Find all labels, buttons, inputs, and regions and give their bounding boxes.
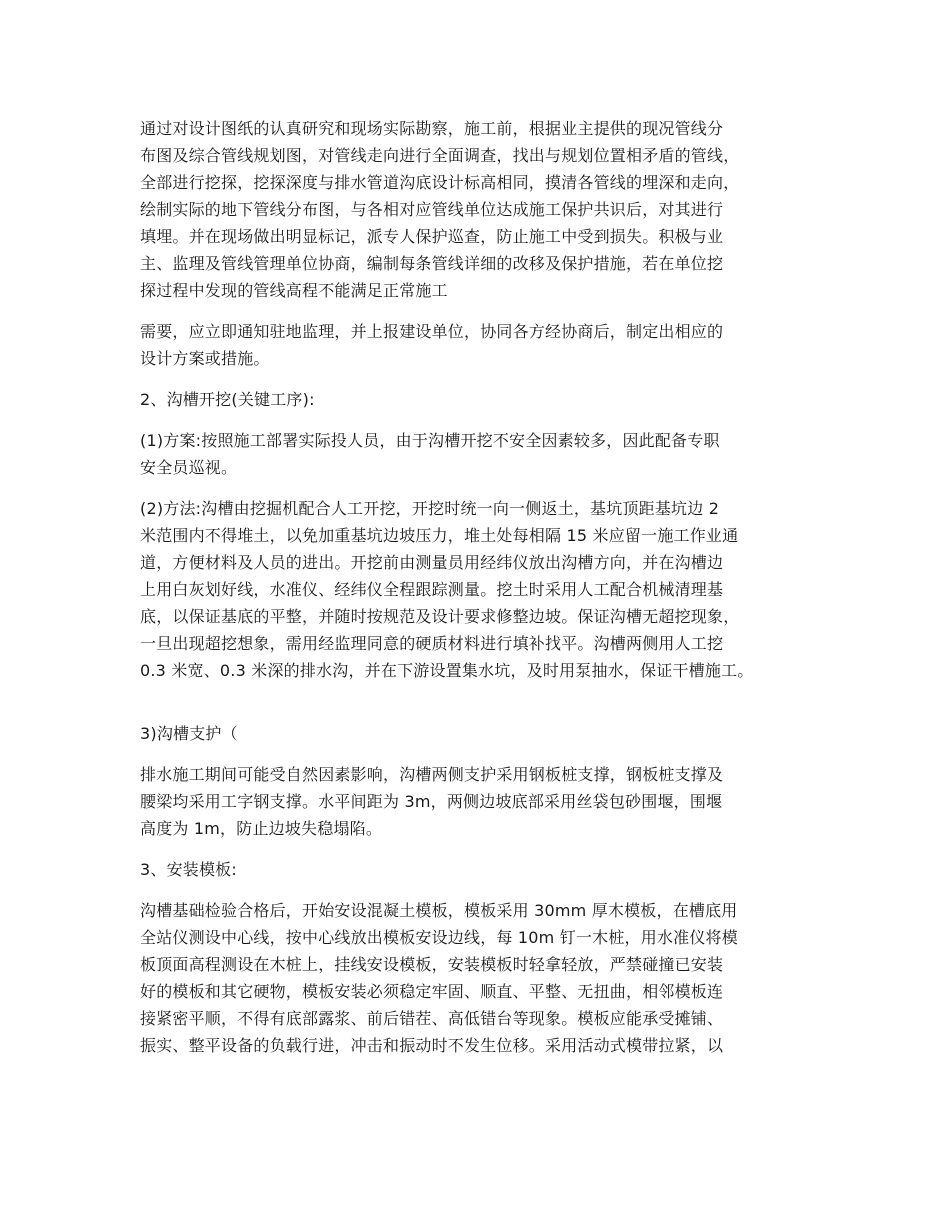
heading-trench-support: 3)沟槽支护（ — [140, 724, 238, 743]
heading-install-formwork: 3、安装模板: — [140, 860, 237, 879]
paragraph-trench-support: 排水施工期间可能受自然因素影响，沟槽两侧支护采用钢板桩支撑，钢板桩支撑及 腰梁均采用工字钢支撑。水平间距为 3m，两侧边坡底部采用丝袋包砂围堰，围堰 高度为 1m，防止边坡失稳塌陷。 — [140, 765, 724, 838]
paragraph-supervision-notice: 需要，应立即通知驻地监理，并上报建设单位，协同各方经协商后，制定出相应的 设计方案或措施。 — [140, 322, 724, 368]
paragraph-install-formwork: 沟槽基础检验合格后，开始安设混凝土模板，模板采用 30mm 厚木模板，在槽底用 全站仪测设中心线，按中心线放出模板安设边线，每 10m 钉一木桩，用水准仪将模 板顶面高程测设在木桩上，挂线安设模板，安装模板时轻拿轻放，严禁碰撞已安装 好的模板和其它硬物，模板安装必须稳定牢固、顺直、平整、无扭曲，相邻模板连 接紧密平顺，不得有底部露浆、前后错茬、高低错台等现象。模板应能承受摊铺、 振实、整平设备的负载行进，冲击和振动时不发生位移。采用活动式模带拉紧，以 — [140, 901, 738, 1055]
heading-trench-excavation: 2、沟槽开挖(关键工序): — [140, 390, 315, 409]
paragraph-excavation-method: (2)方法:沟槽由挖掘机配合人工开挖，开挖时统一向一侧返土，基坑顶距基坑边 2 米范围内不得堆土，以免加重基坑边坡压力，堆土处每相隔 15 米应留一施工作业通 道，方便材料及人员的进出。开挖前由测量员用经纬仪放出沟槽方向，并在沟槽边 上用白灰划好线，水准仪、经纬仪全程跟踪测量。挖土时采用人工配合机械清理基 底，以保证基底的平整，并随时按规范及设计要求修整边坡。保证沟槽无超挖现象， 一旦出现超挖想象，需用经监理同意的硬质材料进行填补找平。沟槽两侧用人工挖 0.3 米宽、0.3 米深的排水沟，并在下游设置集水坑，及时用泵抽水，保证干槽施工。 — [140, 499, 754, 680]
document-body — [140, 115, 820, 1073]
paragraph-excavation-plan: (1)方案:按照施工部署实际投人员，由于沟槽开挖不安全因素较多，因此配备专职 安全员巡视。 — [140, 431, 720, 477]
paragraph-pipeline-survey: 通过对设计图纸的认真研究和现场实际勘察，施工前，根据业主提供的现况管线分 布图及综合管线规划图，对管线走向进行全面调查，找出与规划位置相矛盾的管线， 全部进行挖探，挖探深度与排水管道沟底设计标高相同，摸清各管线的埋深和走向， 绘制实际的地下管线分布图，与各相对应管线单位达成施工保护共识后，对其进行 填埋。并在现场做出明显标记，派专人保护巡查，防止施工中受到损失。积极与业 主、监理及管线管理单位协商，编制每条管线详细的改移及保护措施，若在单位挖 探过程中发现的管线高程不能满足正常施工 — [140, 119, 740, 300]
